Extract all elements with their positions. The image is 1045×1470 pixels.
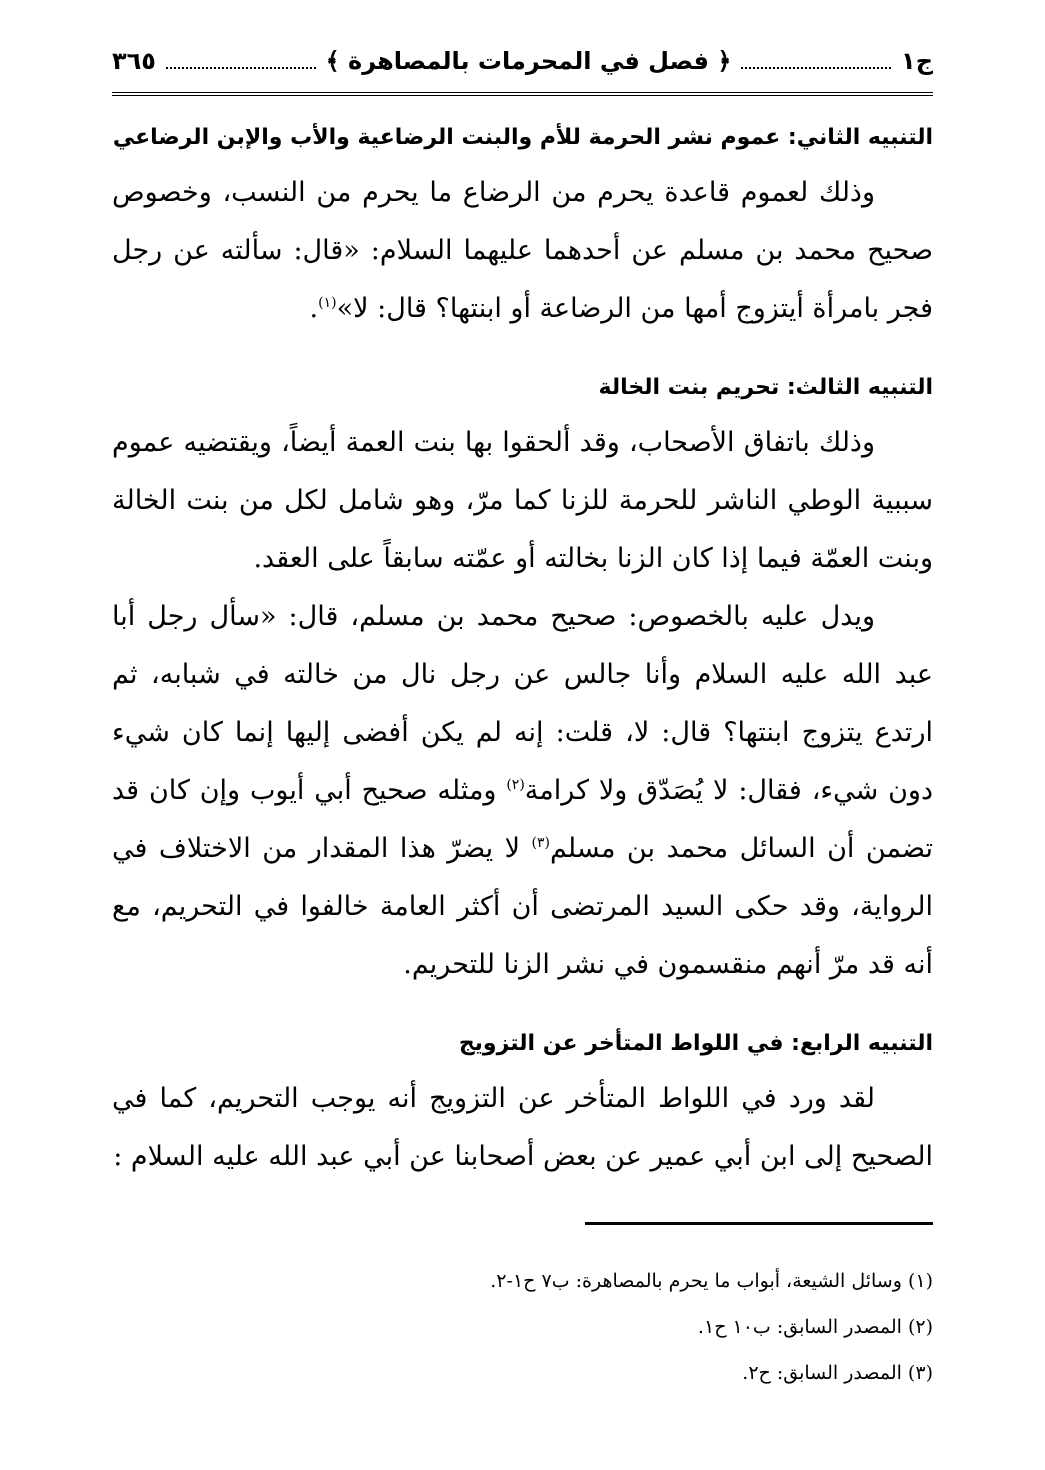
footnote-marker[interactable]: (٣) (531, 835, 550, 851)
running-header (112, 38, 933, 96)
footnote-separator (585, 1222, 933, 1225)
footnote: (٢) المصدر السابق: ب١٠ ح١. (697, 1316, 933, 1338)
footnote: (٣) المصدر السابق: ح٢. (742, 1362, 933, 1384)
volume-label: ج١ (901, 47, 933, 75)
leader-dots (166, 53, 316, 69)
section-heading: التنبيه الثاني: عموم نشر الحرمة للأم والبنت الرضاعية والأب والإبن الرضاعي (112, 125, 933, 150)
footnotes (112, 1258, 933, 1396)
section-heading: التنبيه الرابع: في اللواط المتأخر عن التزويج (458, 1031, 933, 1056)
page-number: ٣٦٥ (112, 47, 156, 75)
footnote: (١) وسائل الشيعة، أبواب ما يحرم بالمصاهرة: ب٧ ح١-٢. (490, 1270, 933, 1292)
leader-dots (741, 53, 891, 69)
footnote-marker[interactable]: (٢) (506, 777, 525, 793)
paragraph: لقد ورد في اللواط المتأخر عن التزويج أنه يوجب التحريم، كما في الصحيح إلى ابن أبي عمير عن بعض أصحابنا عن أبي عبد الله عليه السلام : (112, 1083, 933, 1172)
paragraph: وذلك لعموم قاعدة يحرم من الرضاع ما يحرم من النسب، وخصوص صحيح محمد بن مسلم عن أحدهما عليهما السلام: «قال: سألته عن رجل فجر بامرأة أيتزوج أمها من الرضاعة أو ابنتها؟ قال: لا»$^{(١)}$. (112, 177, 933, 324)
main-text (112, 118, 933, 1186)
footnote-marker[interactable]: (١) (318, 295, 337, 311)
paragraph: وذلك باتفاق الأصحاب، وقد ألحقوا بها بنت العمة أيضاً، ويقتضيه عموم سببية الوطي الناشر للحرمة للزنا كما مرّ، وهو شامل لكل من بنت الخالة وبنت العمّة فيما إذا كان الزنا بخالته أو عمّته سابقاً على العقد. (112, 427, 933, 574)
chapter-title: ﴿ فصل في المحرمات بالمصاهرة ﴾ (325, 47, 732, 75)
paragraph: ويدل عليه بالخصوص: صحيح محمد بن مسلم، قال: «سأل رجل أبا عبد الله عليه السلام وأنا جالس عن رجل نال من خالته في شبابه، ثم ارتدع يتزوج ابنتها؟ قال: لا، قلت: إنه لم يكن أفضى إليها إنما كان شيء دون شيء، فقال: لا يُصَدّق ولا كرامة$^{(٢)}$ ومثله صحيح أبي أيوب وإن كان قد تضمن أن السائل محمد بن مسلم$^{(٣)}$ لا يضرّ هذا المقدار من الاختلاف في الرواية، وقد حكى السيد المرتضى أن أكثر العامة خالفوا في التحريم، مع أنه قد مرّ أنهم منقسمون في نشر الزنا للتحريم. (112, 601, 933, 980)
section-heading: التنبيه الثالث: تحريم بنت الخالة (598, 375, 933, 400)
